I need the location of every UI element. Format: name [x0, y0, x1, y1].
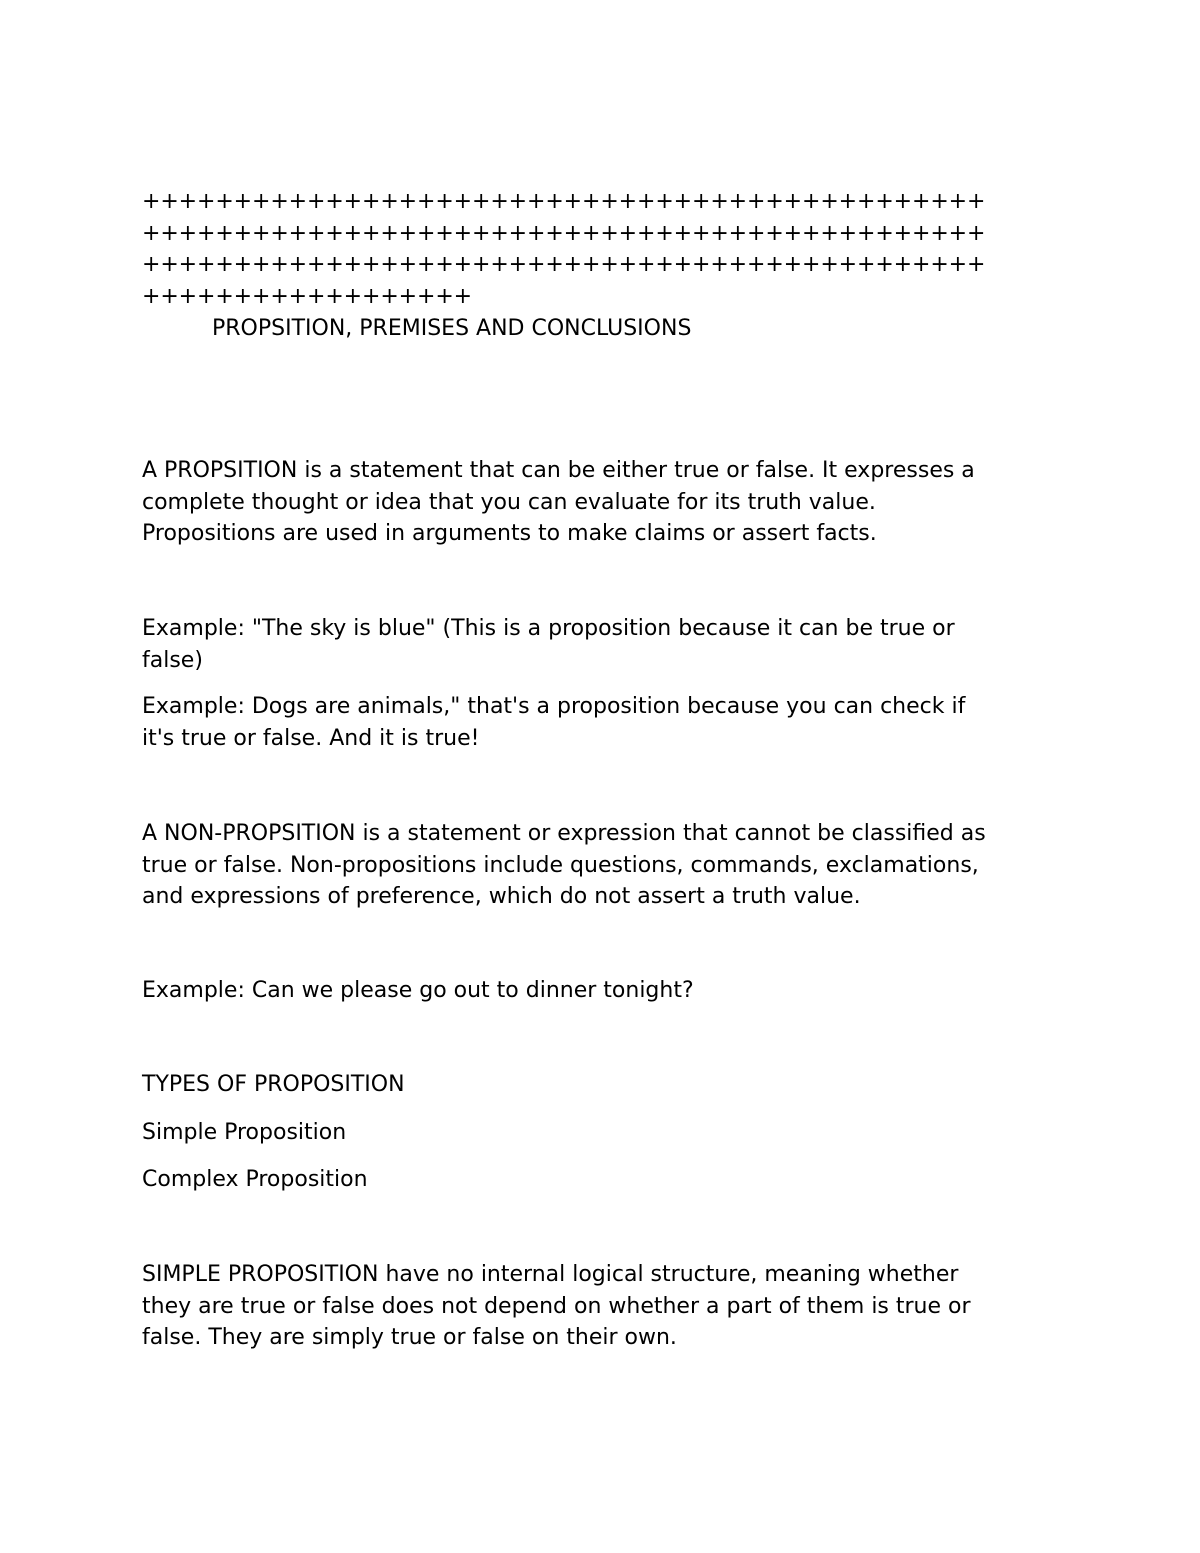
paragraph-line: Example: Dogs are animals," that's a proposition because you can check if	[142, 694, 966, 719]
types-item-simple: Simple Proposition	[142, 1120, 347, 1145]
paragraph-line: and expressions of preference, which do not assert a truth value.	[142, 884, 861, 909]
types-item-complex: Complex Proposition	[142, 1167, 368, 1192]
paragraph-line: SIMPLE PROPOSITION have no internal logical structure, meaning whether	[142, 1262, 959, 1287]
paragraph-line: A NON-PROPSITION is a statement or expression that cannot be classified as	[142, 821, 986, 846]
plus-line: ++++++++++++++++++++++++++++++++++++++++++++++	[142, 189, 986, 214]
paragraph-line: false. They are simply true or false on their own.	[142, 1325, 677, 1350]
plus-line: ++++++++++++++++++	[142, 283, 473, 309]
paragraph-line: complete thought or idea that you can evaluate for its truth value.	[142, 489, 876, 515]
example-sky-paragraph	[142, 613, 955, 676]
paragraph-line: Propositions are used in arguments to make claims or assert facts.	[142, 521, 877, 546]
document-title: PROPSITION, PREMISES AND CONCLUSIONS	[212, 316, 692, 341]
example-dogs-paragraph	[142, 691, 965, 754]
simple-proposition-paragraph	[142, 1259, 971, 1354]
non-proposition-paragraph	[142, 818, 986, 913]
example-dinner-paragraph: Example: Can we please go out to dinner tonight?	[142, 978, 694, 1003]
paragraph-line: it's true or false. And it is true!	[142, 725, 480, 751]
proposition-paragraph	[142, 455, 975, 550]
plus-separator	[142, 186, 985, 312]
paragraph-line: A PROPSITION is a statement that can be either true or false. It expresses a	[142, 458, 975, 483]
paragraph-line: they are true or false does not depend on whether a part of them is true or	[142, 1293, 971, 1319]
paragraph-line: Example: "The sky is blue" (This is a proposition because it can be true or	[142, 616, 955, 641]
paragraph-line: true or false. Non-propositions include questions, commands, exclamations,	[142, 852, 979, 878]
plus-line: ++++++++++++++++++++++++++++++++++++++++++++++	[142, 252, 986, 277]
paragraph-line: false)	[142, 647, 203, 673]
types-heading: TYPES OF PROPOSITION	[142, 1072, 405, 1097]
plus-line: ++++++++++++++++++++++++++++++++++++++++++++++	[142, 220, 986, 246]
